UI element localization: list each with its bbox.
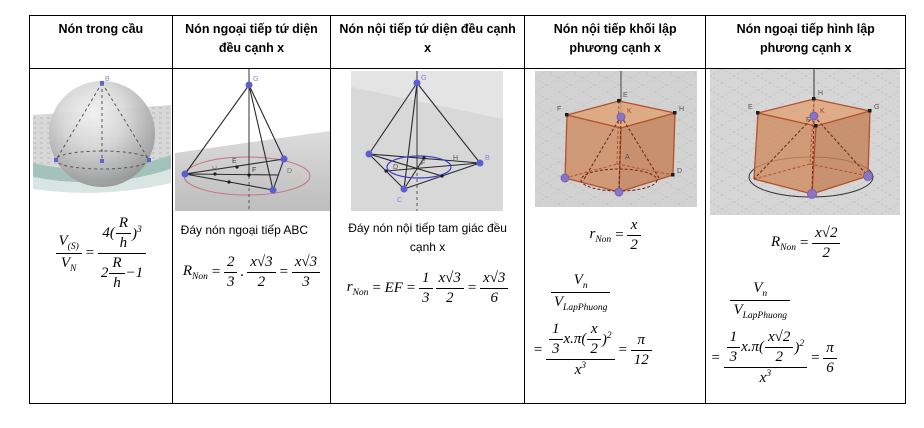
point-label-B: B — [485, 155, 490, 162]
column-cone-around-tetrahedron — [173, 16, 332, 403]
figure-cone-inscribed-in-cube — [535, 71, 697, 207]
formula-table — [29, 15, 906, 404]
point-label-B: B — [105, 76, 110, 83]
formula-base-radius: $R_{Non}$ = $\frac{x√2}{2}$ — [706, 225, 905, 262]
figure-cone-circumscribing-tetrahedron — [175, 69, 330, 211]
point-label-D: D — [286, 168, 292, 175]
point-label-H: H — [678, 106, 684, 113]
column-header: Nón ngoại tiếp tứ diện đều cạnh x — [173, 16, 331, 69]
point-label-H: H — [211, 166, 217, 173]
column-body — [331, 69, 524, 403]
point-label-K: K — [626, 108, 632, 115]
point-label-H: H — [818, 90, 824, 97]
point-label-D: D — [676, 168, 682, 175]
formula-volume-ratio-lhs: $\frac{V_n}{V_{LapPhuong}}$ — [551, 272, 706, 313]
point-label-K: K — [820, 108, 826, 115]
formula-volume-ratio-lhs: $\frac{V_n}{V_{LapPhuong}}$ — [730, 280, 905, 321]
point-label-F: F — [556, 106, 562, 113]
column-header: Nón nội tiếp tứ diện đều cạnh x — [331, 16, 524, 69]
point-label-F: F — [806, 117, 811, 124]
figure-cone-inscribed-in-sphere — [33, 71, 171, 199]
column-body — [173, 69, 331, 403]
column-cone-around-cube — [706, 16, 905, 403]
point-label-A: A — [624, 154, 630, 161]
figure-caption: Đáy nón nội tiếp tam giác đều cạnh x — [348, 221, 507, 254]
point-label-E: E — [748, 104, 754, 111]
point-label-C: C — [397, 197, 403, 204]
formula-volume-ratio-value: = $\frac{1}{3}$ x.π( $\frac{x√2}{2}$ )$^2$ $x^3$ = $\frac{\pi}{6}$ — [710, 329, 905, 387]
column-body — [706, 69, 905, 403]
column-cone-in-cube — [525, 16, 707, 403]
column-cone-in-tetrahedron — [331, 16, 525, 403]
column-body — [30, 69, 172, 403]
column-header: Nón trong cầu — [30, 16, 172, 69]
point-label-F: F — [251, 167, 256, 174]
point-label-F: F — [421, 160, 426, 167]
figure-cone-circumscribing-cube — [710, 69, 900, 215]
formula-volume-ratio-value: = $\frac{1}{3}$ x.π( $\frac{x}{2}$ )$^2$ $x^3$ = $\frac{\pi}{12}$ — [533, 321, 706, 379]
formula-base-radius: $r_{Non}$ = $\frac{x}{2}$ — [525, 217, 706, 254]
figure-cone-inscribed-in-tetrahedron — [351, 71, 503, 211]
formula-base-radius: $r_{Non}$ = EF = $\frac{1}{3}$ $\frac{x√3}{2}$ = $\frac{x√3}{6}$ — [331, 270, 524, 307]
figure-caption: Đáy nón ngoại tiếp ABC — [180, 223, 309, 237]
formula-base-radius: $R_{Non}$ = $\frac{2}{3}$ . $\frac{x√3}{2}$ = $\frac{x√3}{3}$ — [173, 254, 331, 291]
column-header: Nón nội tiếp khối lập phương cạnh x — [525, 16, 706, 69]
point-label-D: D — [393, 164, 399, 171]
column-cone-in-sphere — [30, 16, 173, 403]
column-body — [525, 69, 706, 403]
formula-volume-ratio: $\frac{V_{(S)}}{V_N}$ = 4( $\frac{R}{h}$ )$^3$ 2 $\frac{R}{h}$ −1 — [30, 215, 172, 292]
column-header: Nón ngoại tiếp hình lập phương cạnh x — [706, 16, 905, 69]
point-label-G: G — [874, 104, 880, 111]
point-label-G: G — [252, 76, 259, 83]
point-label-G: G — [421, 75, 427, 82]
point-label-E: E — [622, 92, 628, 99]
point-label-H: H — [453, 155, 459, 162]
point-label-E: E — [231, 158, 237, 165]
